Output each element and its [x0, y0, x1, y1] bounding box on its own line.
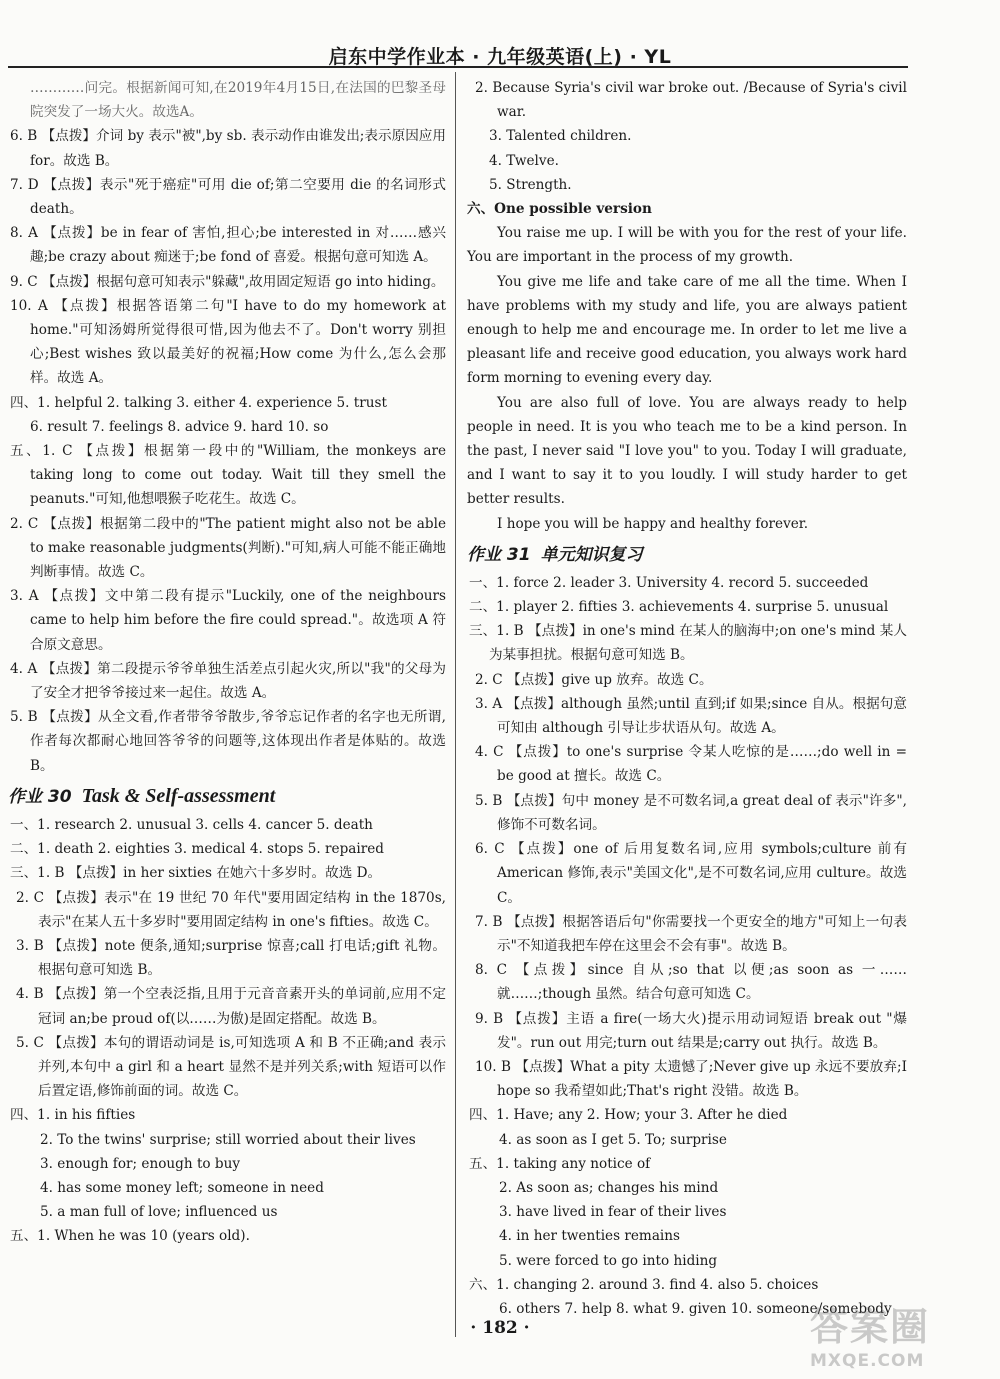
answer-line: 二、1. player 2. fifties 3. achievements 4. surprise 5. unusual	[469, 599, 889, 616]
section-30-name: Task & Self-assessment	[81, 784, 276, 807]
answer-line: 二、1. death 2. eighties 3. medical 4. stops 5. repaired	[10, 841, 384, 858]
answer-line: 4. has some money left; someone in need	[40, 1179, 324, 1196]
answer-line: 2. As soon as; changes his mind	[499, 1179, 719, 1196]
answer-line: 3. enough for; enough to buy	[40, 1155, 241, 1172]
answer-line: 5. B 【点拨】从全文看,作者带爷爷散步,爷爷忘记作者的名字也无所谓,作者每次都耐心地回答爷爷的问题等,这体现出作者是体贴的。故选 B。	[10, 709, 446, 774]
answer-line: 一、1. research 2. unusual 3. cells 4. cancer 5. death	[10, 816, 373, 833]
answer-line: 3. Talented children.	[489, 128, 632, 145]
right-answers-part2	[467, 571, 907, 1321]
section-31-title	[467, 540, 907, 569]
answer-line: 5. a man full of love; influenced us	[40, 1204, 278, 1221]
left-column	[8, 76, 446, 1249]
answer-line: 3. have lived in fear of their lives	[499, 1204, 727, 1221]
answer-line: 三、1. B 【点拨】in her sixties 在她六十多岁时。故选 D。	[10, 865, 382, 882]
answer-line: 6. C 【点拨】one of 后用复数名词,应用 symbols;culture 前有 American 修饰,表示"美国文化",是不可数名词,应用 culture。故选 C。	[475, 841, 907, 906]
page-header: 启东中学作业本 · 九年级英语(上) · YL	[328, 46, 672, 68]
answer-line: 2. C 【点拨】表示"在 19 世纪 70 年代"要用固定结构 in the 1870s,表示"在某人五十多岁时"要用固定结构 in one's fifties。故选 C。	[16, 889, 446, 930]
answer-line: …………问完。根据新闻可知,在2019年4月15日,在法国的巴黎圣母院突发了一场大火。故选A。	[30, 80, 446, 121]
right-answers-part1	[467, 76, 907, 221]
answer-line: 4. as soon as I get 5. To; surprise	[499, 1131, 727, 1148]
answer-line: 2. To the twins' surprise; still worried about their lives	[40, 1131, 416, 1148]
answer-line: 3. B 【点拨】note 便条,通知;surprise 惊喜;call 打电话;gift 礼物。根据句意可知选 B。	[16, 937, 446, 979]
watermark-url: MXQE.COM	[810, 1351, 925, 1371]
answer-line: 8. A 【点拨】be in fear of 害怕,担心;be interested in 对……感兴趣;be crazy about 痴迷于;be fond of 喜爱。根据句意可知选 A。	[10, 225, 446, 266]
answer-line: 6. result 7. feelings 8. advice 9. hard 10. so	[30, 418, 329, 435]
section-30-label: 作业 30	[8, 786, 72, 807]
essay-paragraph: You are also full of love. You are always ready to help people in need. It is you who teach me to be a kind person. In the past, I never said "I love you" to you. Today I will graduate, and I want to say it to you loudly. I will study harder to get better results.	[467, 394, 907, 508]
answer-line: 2. C 【点拨】give up 放弃。故选 C。	[475, 671, 713, 688]
answer-line: 4. in her twenties remains	[499, 1228, 680, 1245]
section-31-name: 单元知识复习	[540, 544, 643, 565]
essay-paragraph: You give me life and take care of me all the time. When I have problems with my study and life, you are always patient enough to help me and encourage me. In order to let me live a pleasant life and receive good education, you always work hard form morning to evening every day.	[467, 273, 907, 387]
answer-line: 3. A 【点拨】文中第二段有提示"Luckily, one of the neighbours came to help him before the fire could spread."。故选项 A 符合原文意思。	[10, 588, 446, 653]
left-answers-part2	[8, 813, 446, 1249]
answer-line: 一、1. force 2. leader 3. University 4. record 5. succeeded	[469, 574, 869, 591]
answer-line: 4. Twelve.	[489, 152, 559, 169]
answer-line: 10. A 【点拨】根据答语第二句"I have to do my homework at home."可知汤姆所觉得很可惜,因为他去不了。Don't worry 别担心;Best wishes 致以最美好的祝福;How come 为什么,怎么会那样。故选 A。	[10, 297, 446, 387]
essay-paragraph: I hope you will be happy and healthy forever.	[497, 515, 809, 532]
answer-line: 6. others 7. help 8. what 9. given 10. someone/somebody	[499, 1300, 892, 1317]
answer-line: 四、1. in his fifties	[10, 1107, 136, 1124]
watermark-logo	[810, 1296, 990, 1376]
answer-line: 5. B 【点拨】句中 money 是不可数名词,a great deal of 表示"许多",修饰不可数名词。	[475, 792, 907, 833]
answer-line: 2. C 【点拨】根据第二段中的"The patient might also not be able to make reasonable judgments(判断)."可知,病人可能不能正确地判断事情。故选 C。	[10, 515, 446, 581]
answer-line: 六、One possible version	[467, 201, 652, 218]
answer-line: 五、1. C 【点拨】根据第一段中的"William, the monkeys are taking long to come out today. Wait till they smell the peanuts."可知,他想喂猴子吃花生。故选 C。	[10, 443, 446, 508]
answer-line: 四、1. Have; any 2. How; your 3. After he died	[469, 1107, 788, 1124]
answer-line: 4. A 【点拨】第二段提示爷爷单独生活差点引起火灾,所以"我"的父母为了安全才把爷爷接过来一起住。故选 A。	[10, 660, 446, 702]
page-number: · 182 ·	[470, 1318, 530, 1338]
essay-block	[467, 221, 907, 536]
answer-line: 7. B 【点拨】根据答语后句"你需要找一个更安全的地方"可知上一句表示"不知道我把车停在这里会不会有事"。故选 B。	[475, 913, 907, 954]
answer-line: 5. were forced to go into hiding	[499, 1252, 718, 1269]
answer-line: 9. B 【点拨】主语 a fire(一场大火)提示用动词短语 break out "爆发"。run out 用完;turn out 结果是;carry out 执行。故选 B。	[475, 1010, 907, 1051]
answer-line: 4. B 【点拨】第一个空表泛指,且用于元音音素开头的单词前,应用不定冠词 an;be proud of(以……为傲)是固定搭配。故选 B。	[16, 986, 446, 1027]
answer-line: 五、1. When he was 10 (years old).	[10, 1228, 250, 1245]
answer-line: 7. D 【点拨】表示"死于癌症"可用 die of;第二空要用 die 的名词形式 death。	[10, 176, 446, 218]
answer-line: 10. B 【点拨】What a pity 太遗憾了;Never give up 永远不要放弃;I hope so 我希望如此;That's right 没错。故选 B。	[475, 1058, 907, 1100]
answer-line: 3. A 【点拨】although 虽然;until 直到;if 如果;since 自从。根据句意可知由 although 引导让步状语从句。故选 A。	[475, 695, 907, 737]
left-answers-part1	[8, 76, 446, 778]
answer-line: 三、1. B 【点拨】in one's mind 在某人的脑海中;on one's mind 某人为某事担扰。根据句意可知选 B。	[469, 623, 907, 664]
answer-line: 4. C 【点拨】to one's surprise 令某人吃惊的是……;do well in = be good at 擅长。故选 C。	[475, 744, 907, 785]
column-divider	[455, 72, 456, 1337]
answer-line: 五、1. taking any notice of	[469, 1155, 651, 1172]
answer-line: 5. Strength.	[489, 176, 572, 193]
section-31-label: 作业 31	[467, 544, 531, 565]
answer-line: 6. B 【点拨】介词 by 表示"被",by sb. 表示动作由谁发出;表示原因应用 for。故选 B。	[10, 128, 446, 169]
section-30-title	[8, 782, 446, 811]
answer-line: 8. C 【点拨】since 自从;so that 以便;as soon as 一……就……;though 虽然。结合句意可知选 C。	[475, 962, 907, 1003]
answer-line: 四、1. helpful 2. talking 3. either 4. experience 5. trust	[10, 394, 387, 411]
answer-line: 5. C 【点拨】本句的谓语动词是 is,可知选项 A 和 B 不正确;and 表示并列,本句中 a girl 和 a heart 显然不是并列关系;with 短语可以作后置定语,修饰前面的词。故选 C。	[16, 1034, 446, 1100]
essay-paragraph: You raise me up. I will be with you for the rest of your life. You are important in the process of my growth.	[467, 225, 907, 266]
right-column	[467, 76, 907, 1321]
header-rule	[8, 66, 908, 68]
answer-line: 9. C 【点拨】根据句意可知表示"躲藏",故用固定短语 go into hiding。	[10, 273, 445, 290]
answer-line: 六、1. changing 2. around 3. find 4. also 5. choices	[469, 1276, 819, 1293]
answer-line: 2. Because Syria's civil war broke out. /Because of Syria's civil war.	[475, 80, 907, 121]
watermark-text: 答案圈	[810, 1305, 931, 1349]
